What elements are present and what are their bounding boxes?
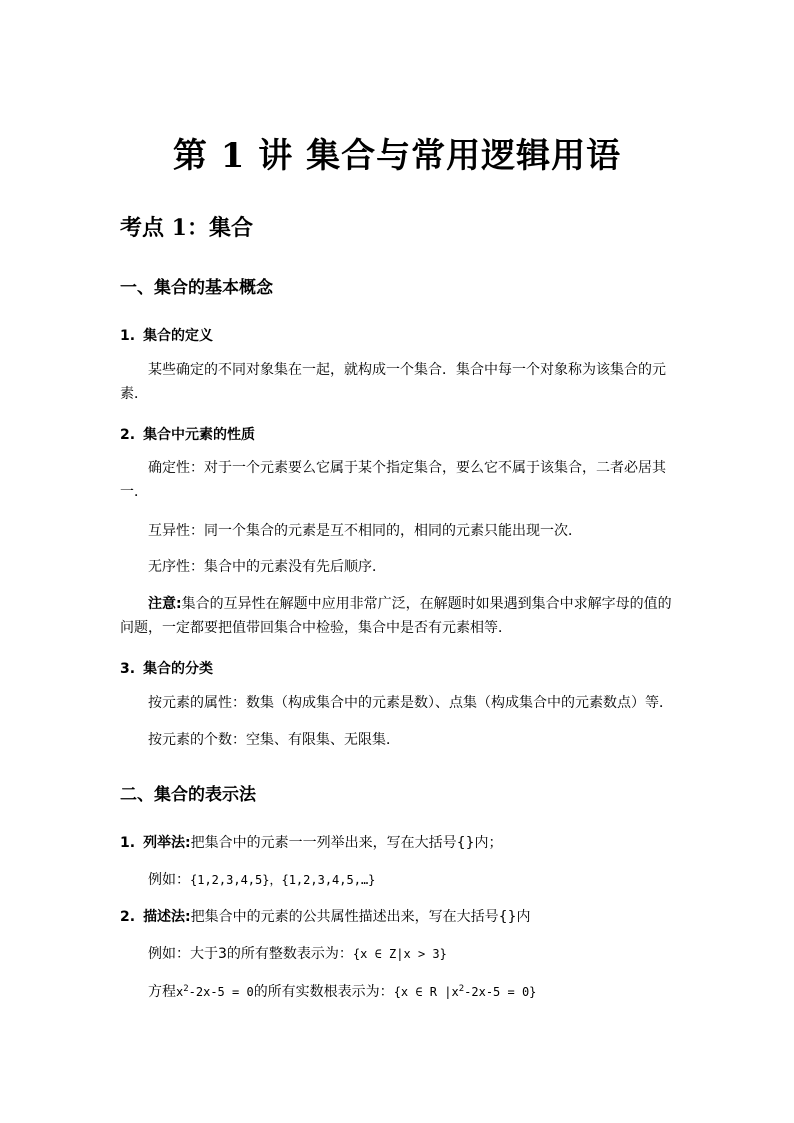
exponent: 2 <box>183 984 189 994</box>
set-math <box>394 985 537 999</box>
distinctness-paragraph: 互异性：同一个集合的元素是互不相同的，相同的元素只能出现一次． <box>148 523 582 539</box>
definition-paragraph: 某些确定的不同对象集在一起，就构成一个集合．集合中每一个对象称为该集合的元素． <box>120 362 666 402</box>
unordered-paragraph: 无序性：集合中的元素没有先后顺序． <box>148 559 386 575</box>
description-method <box>120 906 531 926</box>
example-math: {1,2,3,4,5}，{1,2,3,4,5,…} <box>190 873 376 887</box>
subsection-number: 2. <box>120 427 136 443</box>
page-title: 第 1 讲 集合与常用逻辑用语 <box>172 136 622 176</box>
description-example-2 <box>148 981 536 1001</box>
enumeration-method <box>120 832 503 852</box>
exponent: 2 <box>458 984 465 994</box>
subsection-number: 1. <box>120 328 136 344</box>
subsection-classification-heading <box>120 658 213 678</box>
subsection-title: 集合中元素的性质 <box>143 427 256 443</box>
example-text: 的所有实数根表示为： <box>253 984 394 1000</box>
item-label: 描述法: <box>143 909 191 925</box>
item-label: 列举法: <box>143 835 191 851</box>
item-text: 把集合中的元素的公共属性描述出来，写在大括号{}内 <box>190 909 531 925</box>
example-math: {x ∈ Z|x > 3} <box>352 947 447 961</box>
equation-part: x <box>176 985 184 999</box>
subsection-title: 集合的分类 <box>143 661 214 677</box>
note-label: 注意: <box>148 596 182 612</box>
determinacy-paragraph: 确定性：对于一个元素要么它属于某个指定集合，要么它不属于该集合，二者必居其一． <box>120 460 666 500</box>
set-part: -2x-5 = 0} <box>464 985 537 999</box>
equation-math <box>176 985 254 999</box>
section1-heading: 一、集合的基本概念 <box>120 278 273 298</box>
example-text: 方程 <box>148 984 176 1000</box>
classify-by-count: 按元素的个数：空集、有限集、无限集． <box>148 732 400 748</box>
example-prefix: 例如： <box>148 872 190 888</box>
topic-heading: 考点 1：集合 <box>120 215 253 241</box>
set-part: {x ∈ R |x <box>393 985 459 999</box>
note-text: 集合的互异性在解题中应用非常广泛，在解题时如果遇到集合中求解字母的值的问题，一定都要把值带回集合中检验，集合中是否有元素相等． <box>120 596 672 636</box>
enumeration-example <box>148 869 375 889</box>
section2-heading: 二、集合的表示法 <box>120 785 256 805</box>
item-text: 把集合中的元素一一列举出来，写在大括号{}内； <box>190 835 503 851</box>
classify-by-attribute: 按元素的属性：数集（构成集合中的元素是数）、点集（构成集合中的元素数点）等． <box>148 695 673 711</box>
description-example-1 <box>148 943 447 963</box>
note-paragraph <box>120 592 675 640</box>
subsection-properties-heading <box>120 424 255 444</box>
subsection-definition-heading <box>120 325 213 345</box>
item-number: 2. <box>120 909 136 925</box>
subsection-title: 集合的定义 <box>143 328 214 344</box>
subsection-number: 3. <box>120 661 136 677</box>
item-number: 1. <box>120 835 136 851</box>
example-prefix: 例如：大于3的所有整数表示为： <box>148 946 353 962</box>
equation-part: -2x-5 = 0 <box>188 985 254 999</box>
